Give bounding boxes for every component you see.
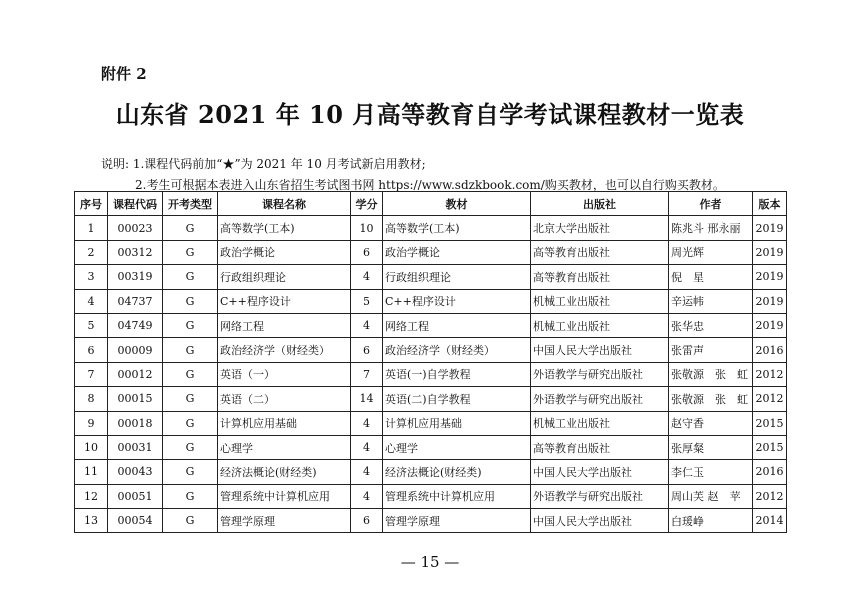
column-header: 作者 (669, 192, 753, 216)
table-cell: 6 (75, 338, 108, 362)
page-number: — 15 — (400, 553, 460, 571)
table-cell: 张雷声 (669, 338, 753, 362)
table-cell: 心理学 (218, 435, 351, 459)
table-cell: 北京大学出版社 (531, 216, 669, 240)
table-cell: 计算机应用基础 (383, 411, 531, 435)
table-cell: 04737 (108, 289, 163, 313)
table-cell: 张敬源 张 虹 (669, 387, 753, 411)
table-cell: 2012 (753, 387, 787, 411)
table-cell: G (163, 265, 218, 289)
table-cell: 辛运帏 (669, 289, 753, 313)
column-header: 出版社 (531, 192, 669, 216)
table-cell: 管理学原理 (218, 509, 351, 533)
table-cell: 张敬源 张 虹 (669, 362, 753, 386)
table-cell: 00051 (108, 484, 163, 508)
table-cell: G (163, 484, 218, 508)
column-header: 版本 (753, 192, 787, 216)
table-cell: 2019 (753, 216, 787, 240)
table-cell: 陈兆斗 邢永丽 (669, 216, 753, 240)
note-line-2: 2.考生可根据本表进入山东省招生考试图书网 https://www.sdzkbook.com/购买教材，也可以自行购买教材。 (135, 178, 725, 192)
table-cell: 11 (75, 460, 108, 484)
table-cell: 中国人民大学出版社 (531, 460, 669, 484)
attachment-label: 附件 2 (101, 65, 147, 83)
table-cell: 英语（一） (218, 362, 351, 386)
table-cell: 外语教学与研究出版社 (531, 387, 669, 411)
table-cell: 2014 (753, 509, 787, 533)
table-cell: 政治经济学（财经类） (218, 338, 351, 362)
table-cell: 2015 (753, 411, 787, 435)
table-cell: 英语(二)自学教程 (383, 387, 531, 411)
table-cell: 00054 (108, 509, 163, 533)
table-row (75, 265, 787, 289)
table-cell: 4 (351, 484, 383, 508)
column-header: 教材 (383, 192, 531, 216)
table-cell: G (163, 289, 218, 313)
table-cell: 中国人民大学出版社 (531, 338, 669, 362)
table-cell: 李仁玉 (669, 460, 753, 484)
table-cell: 00012 (108, 362, 163, 386)
table-cell: 2016 (753, 338, 787, 362)
table-cell: 白瑗峥 (669, 509, 753, 533)
table-cell: 00023 (108, 216, 163, 240)
table-cell: 2012 (753, 484, 787, 508)
table-row (75, 509, 787, 533)
table-row (75, 411, 787, 435)
table-cell: 高等数学(工本) (383, 216, 531, 240)
table-cell: 14 (351, 387, 383, 411)
table-cell: C++程序设计 (383, 289, 531, 313)
table-cell: 2012 (753, 362, 787, 386)
table-cell: 张厚粲 (669, 435, 753, 459)
table-cell: 00043 (108, 460, 163, 484)
table-cell: 6 (351, 240, 383, 264)
table-cell: 2015 (753, 435, 787, 459)
table-row (75, 216, 787, 240)
table-cell: G (163, 509, 218, 533)
table-cell: 高等教育出版社 (531, 240, 669, 264)
table-cell: 高等教育出版社 (531, 435, 669, 459)
table-cell: 外语教学与研究出版社 (531, 484, 669, 508)
table-row (75, 387, 787, 411)
table-cell: 00009 (108, 338, 163, 362)
table-cell: 机械工业出版社 (531, 289, 669, 313)
table-cell: 高等教育出版社 (531, 265, 669, 289)
table-cell: 6 (351, 338, 383, 362)
table-cell: 00015 (108, 387, 163, 411)
table-cell: 1 (75, 216, 108, 240)
table-cell: 7 (351, 362, 383, 386)
table-cell: 00031 (108, 435, 163, 459)
table-cell: 4 (351, 265, 383, 289)
table-cell: 管理系统中计算机应用 (383, 484, 531, 508)
table-cell: 政治学概论 (218, 240, 351, 264)
table-row (75, 435, 787, 459)
table-cell: 2019 (753, 265, 787, 289)
table-body (75, 216, 787, 533)
table-cell: 张华忠 (669, 313, 753, 337)
table-cell: 经济法概论(财经类) (218, 460, 351, 484)
table-cell: 5 (75, 313, 108, 337)
table-cell: 10 (75, 435, 108, 459)
table-cell: G (163, 435, 218, 459)
table-cell: 5 (351, 289, 383, 313)
column-header: 开考类型 (163, 192, 218, 216)
table-cell: 9 (75, 411, 108, 435)
table-cell: 4 (351, 435, 383, 459)
table-cell: 网络工程 (383, 313, 531, 337)
table-cell: 10 (351, 216, 383, 240)
column-header: 学分 (351, 192, 383, 216)
table-cell: G (163, 240, 218, 264)
table-cell: 政治经济学（财经类） (383, 338, 531, 362)
table-cell: 管理学原理 (383, 509, 531, 533)
table-cell: 行政组织理论 (218, 265, 351, 289)
table-cell: 网络工程 (218, 313, 351, 337)
table-row (75, 362, 787, 386)
table-cell: 04749 (108, 313, 163, 337)
table-row (75, 484, 787, 508)
table-cell: 00312 (108, 240, 163, 264)
table-cell: 4 (351, 313, 383, 337)
table-cell: 3 (75, 265, 108, 289)
table-cell: 政治学概论 (383, 240, 531, 264)
table-cell: G (163, 460, 218, 484)
table-cell: 7 (75, 362, 108, 386)
table-cell: 2019 (753, 289, 787, 313)
table-cell: 2019 (753, 240, 787, 264)
note-line-1: 说明: 1.课程代码前加“★”为 2021 年 10 月考试新启用教材; (101, 157, 426, 171)
column-header: 课程代码 (108, 192, 163, 216)
table-cell: 赵守香 (669, 411, 753, 435)
table-cell: 机械工业出版社 (531, 313, 669, 337)
document-title: 山东省 2021 年 10 月高等教育自学考试课程教材一览表 (115, 100, 745, 129)
table-cell: 周光辉 (669, 240, 753, 264)
table-row (75, 313, 787, 337)
table-cell: 中国人民大学出版社 (531, 509, 669, 533)
table-cell: G (163, 313, 218, 337)
table-cell: 英语(一)自学教程 (383, 362, 531, 386)
table-cell: 6 (351, 509, 383, 533)
table-cell: 12 (75, 484, 108, 508)
table-cell: 00018 (108, 411, 163, 435)
table-cell: 心理学 (383, 435, 531, 459)
column-header: 课程名称 (218, 192, 351, 216)
table-cell: G (163, 338, 218, 362)
table-cell: 周山芙 赵 苹 (669, 484, 753, 508)
table-cell: 经济法概论(财经类) (383, 460, 531, 484)
table-cell: 4 (75, 289, 108, 313)
table-cell: 00319 (108, 265, 163, 289)
table-cell: 13 (75, 509, 108, 533)
table-cell: 2016 (753, 460, 787, 484)
table-cell: 2 (75, 240, 108, 264)
course-textbook-table (74, 191, 787, 533)
table-cell: G (163, 387, 218, 411)
table-row (75, 240, 787, 264)
table-cell: 倪 星 (669, 265, 753, 289)
table-cell: 高等数学(工本) (218, 216, 351, 240)
table-cell: G (163, 411, 218, 435)
table-cell: 2019 (753, 313, 787, 337)
table-row (75, 338, 787, 362)
table-cell: C++程序设计 (218, 289, 351, 313)
table-cell: 4 (351, 411, 383, 435)
table-cell: G (163, 362, 218, 386)
table-cell: 管理系统中计算机应用 (218, 484, 351, 508)
column-header: 序号 (75, 192, 108, 216)
table-row (75, 289, 787, 313)
table-row (75, 460, 787, 484)
table-cell: 英语（二） (218, 387, 351, 411)
table-cell: 行政组织理论 (383, 265, 531, 289)
table-cell: G (163, 216, 218, 240)
table-cell: 计算机应用基础 (218, 411, 351, 435)
table-cell: 8 (75, 387, 108, 411)
table-header-row (75, 192, 787, 216)
table-cell: 4 (351, 460, 383, 484)
table-cell: 机械工业出版社 (531, 411, 669, 435)
table-cell: 外语教学与研究出版社 (531, 362, 669, 386)
